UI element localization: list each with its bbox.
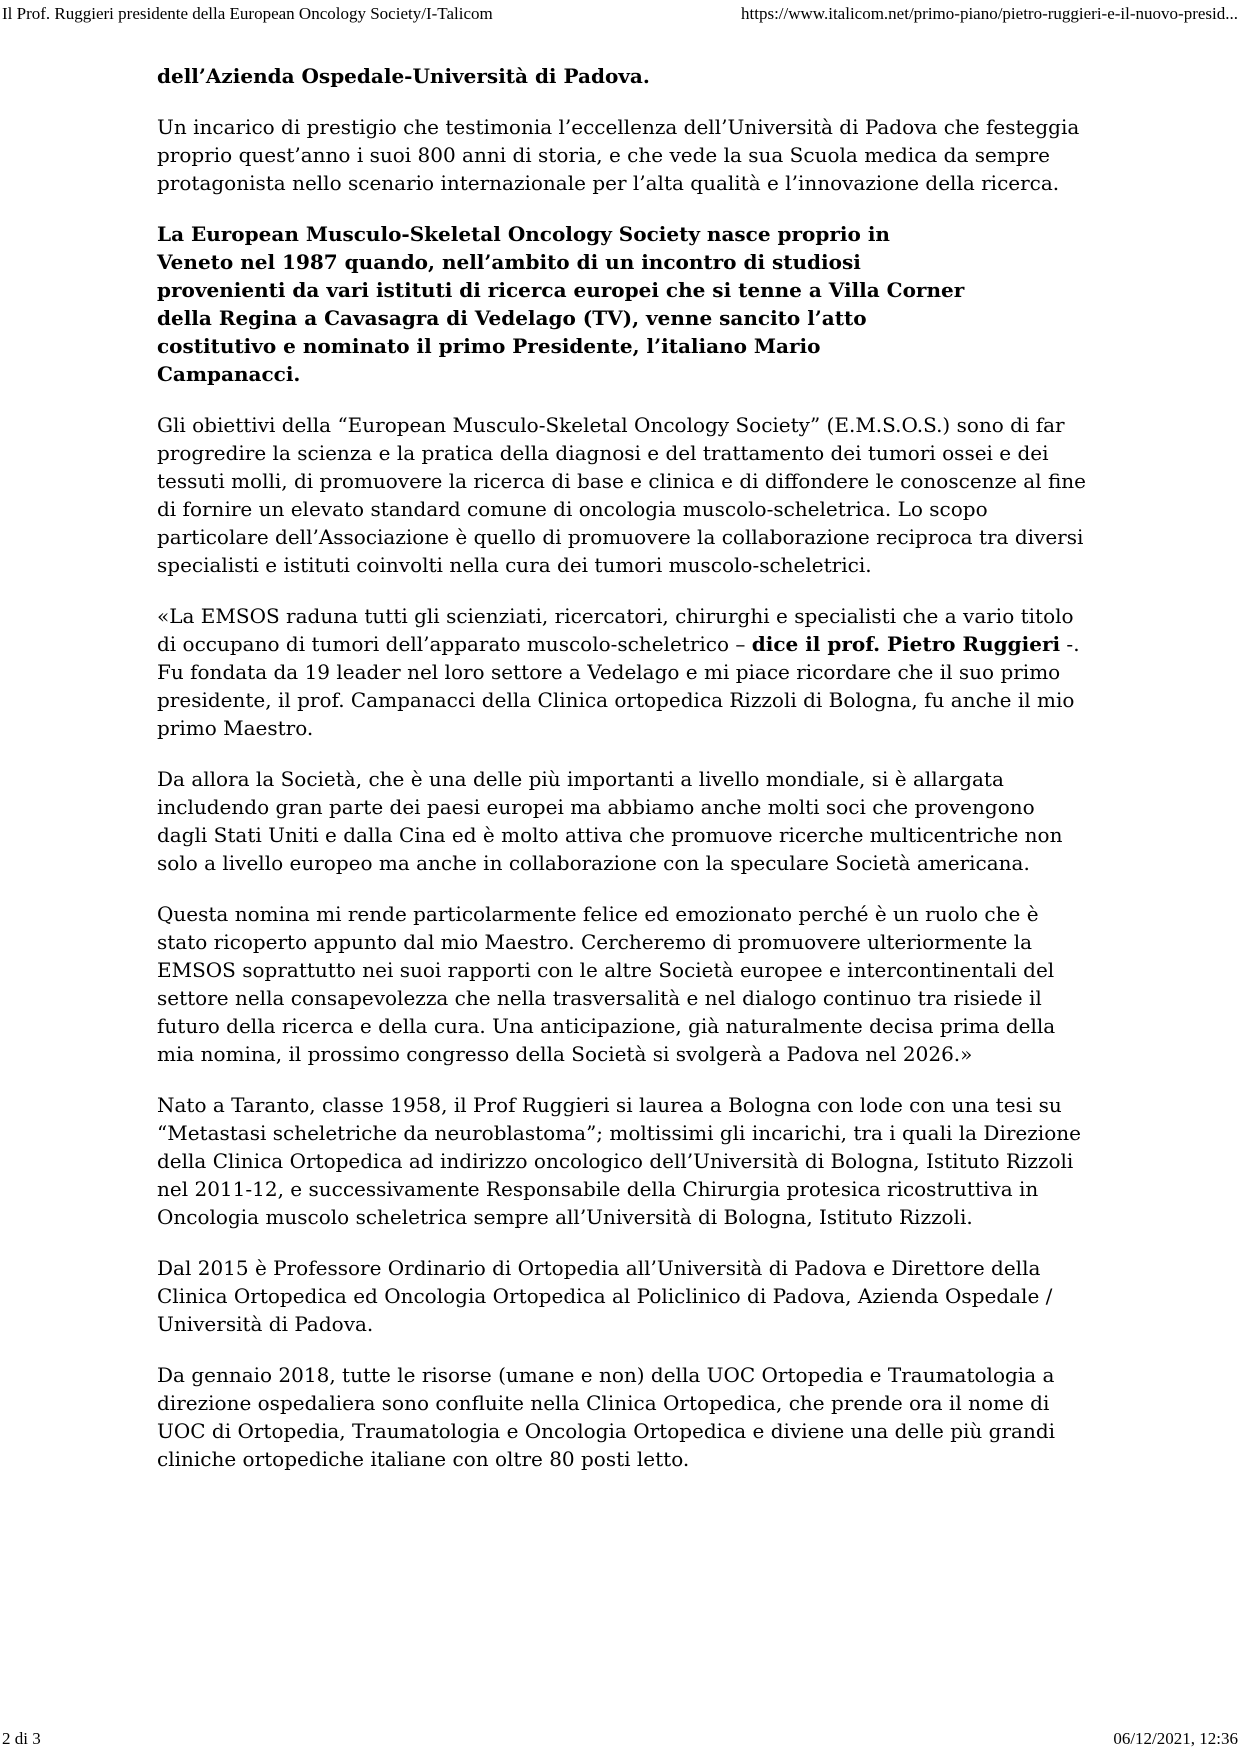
text-run: Da allora la Società, che è una delle più importanti a livello mondiale, si è allargata includendo gran parte dei paesi europei ma abbiamo anche molti soci che provengono dagli Stati Uniti e dalla Cina ed è molto attiva che promuove ricerche multicentriche non solo a livello europeo ma anche in collaborazione con la speculare Società americana. — [157, 767, 1063, 875]
paragraph — [157, 1091, 1089, 1231]
document-url-header: https://www.italicom.net/primo-piano/pietro-ruggieri-e-il-nuovo-presid... — [741, 4, 1238, 23]
text-run: Dal 2015 è Professore Ordinario di Ortopedia all’Università di Padova e Direttore della Clinica Ortopedica ed Oncologia Ortopedica al Policlinico di Padova, Azienda Ospedale / Università di Padova. — [157, 1256, 1053, 1336]
document-title-header: Il Prof. Ruggieri presidente della European Oncology Society/I-Talicom — [2, 4, 493, 23]
text-run: dell’Azienda Ospedale-Università di Padova. — [157, 64, 650, 88]
print-timestamp: 06/12/2021, 12:36 — [1113, 1729, 1238, 1748]
text-run: Questa nomina mi rende particolarmente felice ed emozionato perché è un ruolo che è stato ricoperto appunto dal mio Maestro. Cercheremo di promuovere ulteriormente la EMSOS soprattutto nei suoi rapporti con le altre Società europee e intercontinentali del settore nella consapevolezza che nella trasversalità e nel dialogo continuo tra risiede il futuro della ricerca e della cura. Una anticipazione, già naturalmente decisa prima della mia nomina, il prossimo congresso della Società si svolgerà a Padova nel 2026.» — [157, 902, 1056, 1066]
text-run: Nato a Taranto, classe 1958, il Prof Ruggieri si laurea a Bologna con lode con una tesi su “Metastasi scheletriche da neuroblastoma”; moltissimi gli incarichi, tra i quali la Direzione della Clinica Ortopedica ad indirizzo oncologico dell’Università di Bologna, Istituto Rizzoli nel 2011-12, e successivamente Responsabile della Chirurgia protesica ricostruttiva in Oncologia muscolo scheletrica sempre all’Università di Bologna, Istituto Rizzoli. — [157, 1093, 1081, 1229]
print-header — [2, 4, 1238, 24]
text-run: Gli obiettivi della “European Musculo-Skeletal Oncology Society” (E.M.S.O.S.) sono di far progredire la scienza e la pratica della diagnosi e del trattamento dei tumori ossei e dei tessuti molli, di promuovere la ricerca di base e clinica e di diffondere le conoscenze al fine di fornire un elevato standard comune di oncologia muscolo-scheletrica. Lo scopo particolare dell’Associazione è quello di promuovere la collaborazione reciproca tra diversi specialisti e istituti coinvolti nella cura dei tumori muscolo-scheletrici. — [157, 413, 1086, 577]
article-body — [157, 62, 1089, 1496]
paragraph — [157, 1361, 1089, 1473]
paragraph — [157, 900, 1089, 1068]
print-footer — [2, 1729, 1238, 1749]
paragraph — [157, 602, 1089, 742]
paragraph — [157, 62, 967, 90]
bold-text-run: dice il prof. Pietro Ruggieri — [751, 632, 1061, 656]
paragraph — [157, 113, 1089, 197]
text-run: La European Musculo-Skeletal Oncology Society nasce proprio in Veneto nel 1987 quando, nell’ambito di un incontro di studiosi provenienti da vari istituti di ricerca europei che si tenne a Villa Corner della Regina a Cavasagra di Vedelago (TV), venne sancito l’atto costitutivo e nominato il primo Presidente, l’italiano Mario Campanacci. — [157, 222, 965, 386]
paragraph — [157, 1254, 1089, 1338]
paragraph — [157, 411, 1089, 579]
text-run: Un incarico di prestigio che testimonia l’eccellenza dell’Università di Padova che festeggia proprio quest’anno i suoi 800 anni di storia, e che vede la sua Scuola medica da sempre protagonista nello scenario internazionale per l’alta qualità e l’innovazione della ricerca. — [157, 115, 1080, 195]
text-run: Da gennaio 2018, tutte le risorse (umane e non) della UOC Ortopedia e Traumatologia a direzione ospedaliera sono confluite nella Clinica Ortopedica, che prende ora il nome di UOC di Ortopedia, Traumatologia e Oncologia Ortopedica e diviene una delle più grandi cliniche ortopediche italiane con oltre 80 posti letto. — [157, 1363, 1056, 1471]
text-run: -. Fu fondata da 19 leader nel loro settore a Vedelago e mi piace ricordare che il suo primo presidente, il prof. Campanacci della Clinica ortopedica Rizzoli di Bologna, fu anche il mio primo Maestro. — [157, 632, 1080, 740]
text-run: «La EMSOS raduna tutti gli scienziati, ricercatori, chirurghi e specialisti che a vario titolo di occupano di tumori dell’apparato muscolo-scheletrico – — [157, 604, 1074, 656]
page-number: 2 di 3 — [2, 1729, 41, 1748]
paragraph — [157, 220, 967, 388]
paragraph — [157, 765, 1089, 877]
